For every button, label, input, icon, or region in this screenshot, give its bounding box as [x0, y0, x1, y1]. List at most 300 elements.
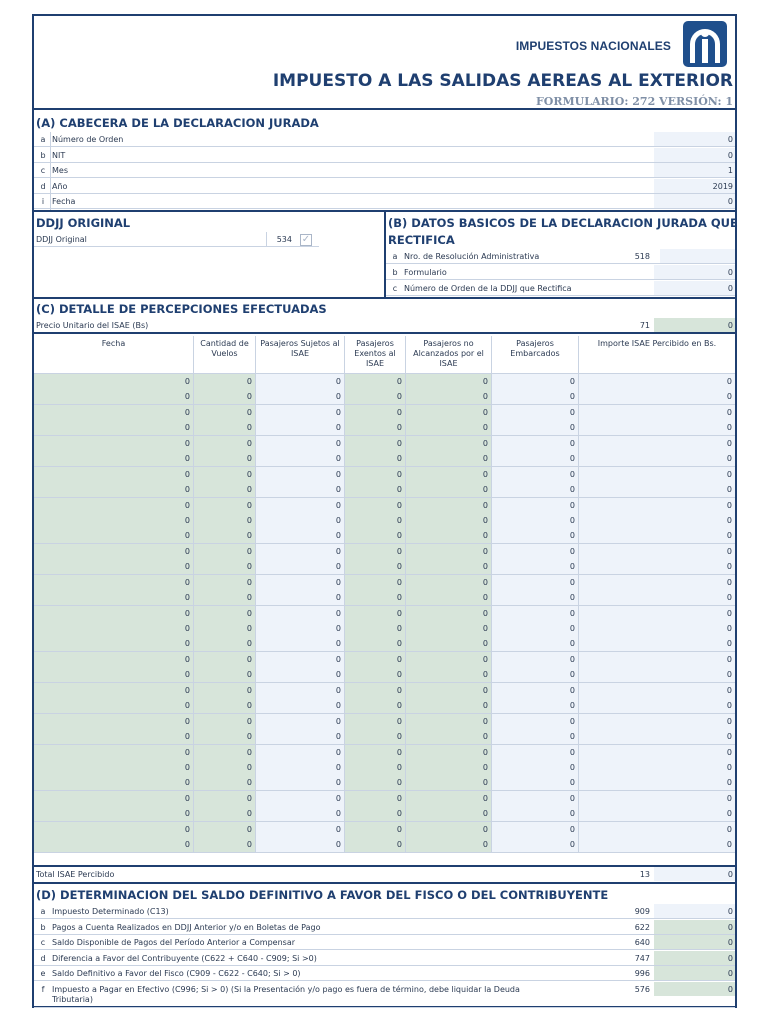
table-cell[interactable]: 0 [194, 606, 256, 621]
table-cell[interactable]: 0 [579, 714, 735, 729]
table-cell[interactable]: 0 [492, 791, 579, 806]
table-cell[interactable]: 0 [579, 590, 735, 605]
ddjj-original-code: 534 [276, 235, 292, 244]
table-cell[interactable]: 0 [256, 513, 345, 528]
table-cell[interactable]: 0 [256, 806, 345, 821]
table-cell[interactable]: 0 [194, 513, 256, 528]
table-cell[interactable]: 0 [406, 775, 492, 790]
row-label: Formulario [404, 268, 447, 277]
row-value[interactable]: 0 [654, 148, 735, 162]
table-cell[interactable]: 0 [34, 420, 194, 435]
unit-price-label: Precio Unitario del ISAE (Bs) [36, 321, 149, 330]
table-row [34, 405, 735, 420]
table-cell[interactable]: 0 [194, 683, 256, 698]
table-row [34, 698, 735, 713]
section-b-row [386, 281, 735, 296]
table-cell[interactable]: 0 [194, 698, 256, 713]
row-label: Impuesto a Pagar en Efectivo (C996; Si > 0) (Si la Presentación y/o pago es fuera de término, debe liquidar la Deuda [52, 984, 520, 994]
table-cell[interactable]: 0 [256, 389, 345, 404]
section-a-row [34, 163, 735, 178]
unit-price-row [34, 318, 735, 334]
table-cell[interactable]: 0 [345, 621, 406, 636]
table-cell[interactable]: 0 [579, 791, 735, 806]
table-cell[interactable]: 0 [406, 389, 492, 404]
table-cell[interactable]: 0 [345, 498, 406, 513]
table-cell[interactable]: 0 [579, 544, 735, 559]
table-cell[interactable]: 0 [492, 482, 579, 497]
table-cell[interactable]: 0 [579, 374, 735, 389]
table-cell[interactable]: 0 [34, 590, 194, 605]
table-cell[interactable]: 0 [256, 559, 345, 574]
table-cell[interactable]: 0 [406, 760, 492, 775]
table-cell[interactable]: 0 [492, 606, 579, 621]
table-cell[interactable]: 0 [194, 652, 256, 667]
table-cell[interactable]: 0 [345, 729, 406, 744]
table-row [34, 513, 735, 528]
row-letter: f [41, 984, 45, 994]
table-cell[interactable]: 0 [492, 775, 579, 790]
section-b-row [386, 265, 735, 280]
table-cell[interactable]: 0 [492, 467, 579, 482]
table-cell[interactable]: 0 [406, 559, 492, 574]
section-d-row [34, 982, 735, 1008]
table-cell[interactable]: 0 [34, 822, 194, 837]
table-cell[interactable]: 0 [256, 606, 345, 621]
table-cell[interactable]: 0 [345, 791, 406, 806]
table-cell[interactable]: 0 [345, 420, 406, 435]
table-cell[interactable]: 0 [492, 374, 579, 389]
table-cell[interactable]: 0 [406, 513, 492, 528]
table-cell[interactable]: 0 [345, 806, 406, 821]
table-cell[interactable]: 0 [579, 482, 735, 497]
table-cell[interactable]: 0 [34, 667, 194, 682]
table-cell[interactable]: 0 [34, 405, 194, 420]
table-cell[interactable]: 0 [34, 714, 194, 729]
table-cell[interactable]: 0 [406, 621, 492, 636]
form-version: FORMULARIO: 272 VERSIÓN: 1 [535, 95, 733, 108]
table-cell[interactable]: 0 [579, 389, 735, 404]
table-row [34, 606, 735, 621]
table-cell[interactable]: 0 [34, 528, 194, 543]
table-cell[interactable]: 0 [406, 822, 492, 837]
table-cell[interactable]: 0 [406, 374, 492, 389]
table-row [34, 451, 735, 466]
table-cell[interactable]: 0 [345, 714, 406, 729]
table-cell[interactable]: 0 [194, 714, 256, 729]
row-value[interactable]: 0 [654, 951, 735, 965]
table-cell[interactable]: 0 [256, 745, 345, 760]
table-cell[interactable]: 0 [406, 729, 492, 744]
table-cell[interactable]: 0 [194, 667, 256, 682]
row-label: Impuesto Determinado (C13) [52, 907, 169, 916]
table-cell[interactable]: 0 [492, 837, 579, 852]
table-cell[interactable]: 0 [194, 775, 256, 790]
table-cell[interactable]: 0 [194, 837, 256, 852]
row-value[interactable]: 0 [654, 194, 735, 208]
row-letter: i [41, 197, 45, 206]
table-cell[interactable]: 0 [492, 420, 579, 435]
table-cell[interactable]: 0 [406, 683, 492, 698]
table-cell[interactable]: 0 [345, 482, 406, 497]
row-value[interactable]: 2019 [654, 179, 735, 193]
table-cell[interactable]: 0 [194, 528, 256, 543]
table-cell[interactable]: 0 [194, 760, 256, 775]
table-cell[interactable]: 0 [492, 405, 579, 420]
table-row [34, 729, 735, 744]
table-cell[interactable]: 0 [579, 405, 735, 420]
table-cell[interactable]: 0 [579, 498, 735, 513]
table-cell[interactable]: 0 [256, 436, 345, 451]
table-cell[interactable]: 0 [256, 575, 345, 590]
section-c-title: (C) DETALLE DE PERCEPCIONES EFECTUADAS [36, 302, 327, 316]
table-cell[interactable]: 0 [406, 791, 492, 806]
table-cell[interactable]: 0 [256, 467, 345, 482]
table-cell[interactable]: 0 [492, 698, 579, 713]
table-cell[interactable]: 0 [492, 683, 579, 698]
table-row [34, 420, 735, 435]
table-cell[interactable]: 0 [194, 590, 256, 605]
table-cell[interactable]: 0 [34, 498, 194, 513]
table-cell[interactable]: 0 [256, 405, 345, 420]
table-cell[interactable]: 0 [194, 498, 256, 513]
table-row [34, 667, 735, 682]
table-row [34, 498, 735, 513]
table-cell[interactable]: 0 [406, 652, 492, 667]
section-b-title-line2: RECTIFICA [388, 233, 455, 247]
table-cell[interactable]: 0 [345, 405, 406, 420]
total-isae-value: 0 [654, 867, 735, 881]
table-cell[interactable]: 0 [492, 652, 579, 667]
table-cell[interactable]: 0 [345, 559, 406, 574]
table-cell[interactable]: 0 [345, 606, 406, 621]
total-isae-label: Total ISAE Percibido [36, 870, 115, 879]
table-cell[interactable]: 0 [579, 451, 735, 466]
ddjj-original-label: DDJJ Original [36, 235, 87, 244]
table-cell[interactable]: 0 [492, 714, 579, 729]
table-cell[interactable]: 0 [406, 698, 492, 713]
row-letter: a [392, 252, 398, 261]
table-cell[interactable]: 0 [34, 745, 194, 760]
table-cell[interactable]: 0 [345, 389, 406, 404]
section-b-row [386, 249, 735, 264]
table-cell[interactable]: 0 [345, 590, 406, 605]
table-cell[interactable]: 0 [579, 729, 735, 744]
table-cell[interactable]: 0 [34, 559, 194, 574]
table-cell[interactable]: 0 [345, 837, 406, 852]
table-row [34, 559, 735, 574]
row-value[interactable]: 0 [654, 935, 735, 949]
table-cell[interactable]: 0 [492, 544, 579, 559]
table-cell[interactable]: 0 [194, 405, 256, 420]
table-cell[interactable]: 0 [194, 374, 256, 389]
table-cell[interactable]: 0 [492, 513, 579, 528]
table-cell[interactable]: 0 [256, 837, 345, 852]
table-cell[interactable]: 0 [406, 575, 492, 590]
table-cell[interactable]: 0 [492, 590, 579, 605]
table-cell[interactable]: 0 [406, 544, 492, 559]
table-cell[interactable]: 0 [406, 745, 492, 760]
table-cell[interactable]: 0 [256, 729, 345, 744]
row-value[interactable]: 0 [654, 132, 735, 146]
table-cell[interactable]: 0 [579, 606, 735, 621]
table-cell[interactable]: 0 [34, 837, 194, 852]
table-cell[interactable]: 0 [34, 575, 194, 590]
table-cell[interactable]: 0 [256, 652, 345, 667]
table-cell[interactable]: 0 [194, 389, 256, 404]
table-cell[interactable]: 0 [256, 636, 345, 651]
table-cell[interactable]: 0 [256, 822, 345, 837]
row-label: Saldo Disponible de Pagos del Período Anterior a Compensar [52, 938, 296, 947]
table-cell[interactable]: 0 [345, 698, 406, 713]
table-cell[interactable]: 0 [256, 544, 345, 559]
row-letter: b [392, 268, 398, 277]
table-cell[interactable]: 0 [345, 667, 406, 682]
table-cell[interactable]: 0 [579, 745, 735, 760]
table-cell[interactable]: 0 [406, 590, 492, 605]
table-cell[interactable]: 0 [492, 745, 579, 760]
table-cell[interactable]: 0 [406, 420, 492, 435]
table-cell[interactable]: 0 [256, 667, 345, 682]
table-cell[interactable]: 0 [492, 822, 579, 837]
table-cell[interactable]: 0 [492, 729, 579, 744]
row-value[interactable]: 0 [654, 904, 735, 918]
table-cell[interactable]: 0 [194, 420, 256, 435]
table-cell[interactable]: 0 [34, 467, 194, 482]
table-cell[interactable]: 0 [34, 389, 194, 404]
row-value[interactable]: 0 [654, 982, 735, 996]
table-cell[interactable]: 0 [256, 714, 345, 729]
table-cell[interactable]: 0 [579, 698, 735, 713]
table-row [34, 467, 735, 482]
table-cell[interactable]: 0 [406, 405, 492, 420]
table-cell[interactable]: 0 [194, 544, 256, 559]
table-cell[interactable]: 0 [579, 683, 735, 698]
table-cell[interactable]: 0 [34, 513, 194, 528]
table-cell[interactable]: 0 [345, 544, 406, 559]
table-cell[interactable]: 0 [345, 513, 406, 528]
table-cell[interactable]: 0 [194, 806, 256, 821]
row-value[interactable]: 0 [654, 966, 735, 980]
row-label: Saldo Definitivo a Favor del Fisco (C909 - C622 - C640; Si > 0) [52, 969, 301, 978]
row-value[interactable]: 0 [654, 281, 735, 295]
table-cell[interactable]: 0 [345, 374, 406, 389]
section-d-row [34, 951, 735, 966]
table-cell[interactable]: 0 [579, 652, 735, 667]
table-cell[interactable]: 0 [579, 636, 735, 651]
ddjj-original-checkbox[interactable]: ✓ [301, 234, 311, 245]
table-cell[interactable]: 0 [34, 544, 194, 559]
table-cell[interactable]: 0 [579, 528, 735, 543]
table-cell[interactable]: 0 [406, 528, 492, 543]
section-a-row [34, 194, 735, 209]
table-cell[interactable]: 0 [406, 451, 492, 466]
table-cell[interactable]: 0 [345, 775, 406, 790]
table-cell[interactable]: 0 [406, 436, 492, 451]
table-cell[interactable]: 0 [579, 436, 735, 451]
table-cell[interactable]: 0 [256, 420, 345, 435]
table-cell[interactable]: 0 [492, 575, 579, 590]
table-cell[interactable]: 0 [579, 775, 735, 790]
table-cell[interactable]: 0 [34, 621, 194, 636]
table-cell[interactable]: 0 [194, 436, 256, 451]
section-d-row [34, 920, 735, 935]
table-cell[interactable]: 0 [492, 451, 579, 466]
table-cell[interactable]: 0 [194, 822, 256, 837]
table-cell[interactable]: 0 [34, 683, 194, 698]
row-value[interactable] [660, 249, 735, 263]
table-cell[interactable]: 0 [34, 729, 194, 744]
column-header: Cantidad de Vuelos [194, 336, 256, 374]
table-row [34, 636, 735, 651]
table-row [34, 683, 735, 698]
table-row [34, 374, 735, 389]
table-cell[interactable]: 0 [34, 636, 194, 651]
table-cell[interactable]: 0 [492, 806, 579, 821]
table-cell[interactable]: 0 [406, 714, 492, 729]
row-letter: a [40, 135, 46, 144]
table-cell[interactable]: 0 [406, 467, 492, 482]
table-cell[interactable]: 0 [345, 451, 406, 466]
table-cell[interactable]: 0 [492, 389, 579, 404]
table-cell[interactable]: 0 [492, 436, 579, 451]
table-cell[interactable]: 0 [345, 745, 406, 760]
table-row [34, 837, 735, 852]
row-code: 622 [634, 922, 650, 932]
row-code: 996 [634, 969, 650, 978]
table-cell[interactable]: 0 [194, 559, 256, 574]
table-cell[interactable]: 0 [406, 482, 492, 497]
table-cell[interactable]: 0 [256, 451, 345, 466]
row-label: Diferencia a Favor del Contribuyente (C622 + C640 - C909; Si >0) [52, 953, 317, 963]
table-cell[interactable]: 0 [492, 636, 579, 651]
ddjj-original-title: DDJJ ORIGINAL [36, 216, 131, 230]
table-cell[interactable]: 0 [256, 775, 345, 790]
table-cell[interactable]: 0 [579, 760, 735, 775]
table-cell[interactable]: 0 [194, 729, 256, 744]
table-cell[interactable]: 0 [34, 760, 194, 775]
table-cell[interactable]: 0 [406, 667, 492, 682]
section-d-row [34, 935, 735, 950]
percepciones-table-body [34, 374, 735, 853]
table-cell[interactable]: 0 [579, 575, 735, 590]
table-row [34, 482, 735, 497]
table-cell[interactable]: 0 [406, 498, 492, 513]
table-cell[interactable]: 0 [345, 683, 406, 698]
table-cell[interactable]: 0 [492, 760, 579, 775]
table-row [34, 590, 735, 605]
table-cell[interactable]: 0 [579, 467, 735, 482]
table-cell[interactable]: 0 [194, 621, 256, 636]
table-cell[interactable]: 0 [579, 806, 735, 821]
row-value[interactable]: 1 [654, 163, 735, 177]
table-cell[interactable]: 0 [256, 590, 345, 605]
section-a-row [34, 148, 735, 163]
table-cell[interactable]: 0 [579, 513, 735, 528]
table-cell[interactable]: 0 [34, 652, 194, 667]
table-cell[interactable]: 0 [406, 636, 492, 651]
table-cell[interactable]: 0 [579, 559, 735, 574]
declaration-form [32, 14, 737, 1008]
table-cell[interactable]: 0 [345, 436, 406, 451]
table-cell[interactable]: 0 [34, 482, 194, 497]
unit-price-code: 71 [639, 321, 650, 330]
row-value[interactable]: 0 [654, 920, 735, 934]
table-cell[interactable]: 0 [579, 837, 735, 852]
table-cell[interactable]: 0 [492, 528, 579, 543]
row-letter: c [40, 166, 46, 175]
table-cell[interactable]: 0 [345, 760, 406, 775]
row-label: Año [52, 181, 68, 191]
table-cell[interactable]: 0 [256, 374, 345, 389]
table-cell[interactable]: 0 [345, 822, 406, 837]
table-cell[interactable]: 0 [34, 436, 194, 451]
table-cell[interactable]: 0 [34, 606, 194, 621]
table-cell[interactable]: 0 [256, 528, 345, 543]
table-cell[interactable]: 0 [34, 451, 194, 466]
section-a-title: (A) CABECERA DE LA DECLARACION JURADA [36, 116, 319, 130]
table-cell[interactable]: 0 [345, 636, 406, 651]
table-cell[interactable]: 0 [34, 806, 194, 821]
table-cell[interactable]: 0 [194, 636, 256, 651]
row-code: 909 [634, 907, 650, 916]
table-row [34, 544, 735, 559]
table-row [34, 760, 735, 775]
table-row [34, 528, 735, 543]
row-label: Nro. de Resolución Administrativa [404, 252, 540, 261]
table-cell[interactable]: 0 [256, 683, 345, 698]
table-cell[interactable]: 0 [256, 760, 345, 775]
table-cell[interactable]: 0 [256, 482, 345, 497]
table-cell[interactable]: 0 [194, 451, 256, 466]
table-cell[interactable]: 0 [194, 575, 256, 590]
table-cell[interactable]: 0 [579, 667, 735, 682]
table-cell[interactable]: 0 [406, 606, 492, 621]
table-cell[interactable]: 0 [345, 575, 406, 590]
table-cell[interactable]: 0 [256, 621, 345, 636]
form-title: IMPUESTO A LAS SALIDAS AEREAS AL EXTERIOR [272, 71, 733, 91]
table-cell[interactable]: 0 [256, 791, 345, 806]
table-cell[interactable]: 0 [579, 621, 735, 636]
table-cell[interactable]: 0 [492, 621, 579, 636]
table-cell[interactable]: 0 [345, 467, 406, 482]
table-cell[interactable]: 0 [579, 822, 735, 837]
table-cell[interactable]: 0 [194, 482, 256, 497]
table-cell[interactable]: 0 [34, 791, 194, 806]
table-cell[interactable]: 0 [492, 498, 579, 513]
table-cell[interactable]: 0 [194, 791, 256, 806]
column-header: Pasajeros Sujetos al ISAE [256, 336, 345, 374]
table-cell[interactable]: 0 [34, 374, 194, 389]
table-cell[interactable]: 0 [34, 775, 194, 790]
row-value[interactable]: 0 [654, 265, 735, 279]
table-cell[interactable]: 0 [256, 698, 345, 713]
table-cell[interactable]: 0 [579, 420, 735, 435]
table-cell[interactable]: 0 [194, 745, 256, 760]
table-cell[interactable]: 0 [345, 528, 406, 543]
table-cell[interactable]: 0 [345, 652, 406, 667]
table-cell[interactable]: 0 [492, 667, 579, 682]
table-cell[interactable]: 0 [406, 837, 492, 852]
unit-price-value[interactable]: 0 [654, 318, 735, 332]
table-cell[interactable]: 0 [492, 559, 579, 574]
table-cell[interactable]: 0 [256, 498, 345, 513]
table-cell[interactable]: 0 [194, 467, 256, 482]
table-row [34, 621, 735, 636]
row-letter: a [40, 907, 46, 916]
table-cell[interactable]: 0 [34, 698, 194, 713]
row-code: 747 [634, 953, 650, 963]
table-cell[interactable]: 0 [406, 806, 492, 821]
